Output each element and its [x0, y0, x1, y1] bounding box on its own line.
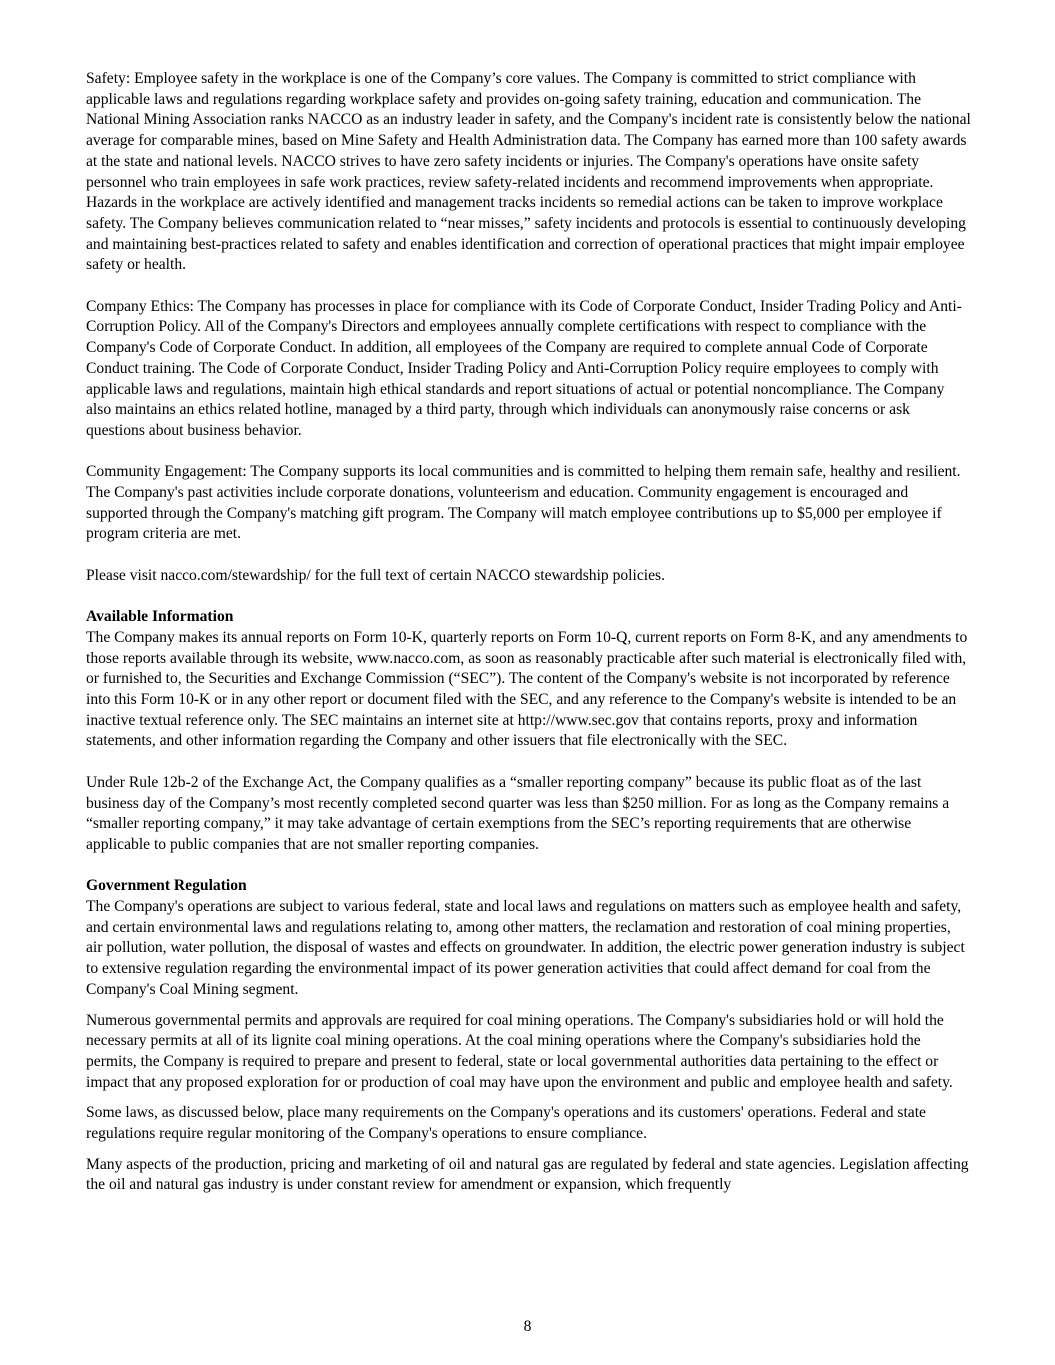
smaller-reporting-company-paragraph: Under Rule 12b-2 of the Exchange Act, the Company qualifies as a “smaller reporting company” because its public float as of the last business day of the Company’s most recently completed second quarter was less than $250 million. For as long as the Company remains a “smaller reporting company,” it may take advantage of certain exemptions from the SEC’s reporting requirements that are otherwise applicable to public companies that are not smaller reporting companies. [86, 773, 950, 853]
government-regulation-paragraph-3: Some laws, as discussed below, place many requirements on the Company's operations and its customers' operations. Federal and state regulations require regular monitoring of the Company's operations to ensure compliance. [86, 1104, 926, 1143]
page-number: 8 [523, 1318, 532, 1335]
stewardship-link-paragraph: Please visit nacco.com/stewardship/ for the full text of certain NACCO stewardship policies. [86, 566, 665, 584]
available-information-heading: Available Information [86, 608, 234, 626]
government-regulation-paragraph-1: The Company's operations are subject to various federal, state and local laws and regulations on matters such as employee health and safety, and certain environmental laws and regulations relating to, among other matters, the reclamation and restoration of coal mining properties, air pollution, water pollution, the disposal of wastes and effects on groundwater. In addition, the electric power generation industry is subject to extensive regulation regarding the environmental impact of its power generation activities that could affect demand for coal from the Company's Coal Mining segment. [86, 898, 965, 998]
government-regulation-paragraph-4: Many aspects of the production, pricing and marketing of oil and natural gas are regulated by federal and state agencies. Legislation affecting the oil and natural gas industry is under constant review for amendment or expansion, which frequently [86, 1155, 969, 1194]
document-page [86, 69, 971, 1196]
community-engagement-paragraph: Community Engagement: The Company supports its local communities and is committed to helping them remain safe, healthy and resilient. The Company's past activities include corporate donations, volunteerism and education. Community engagement is encouraged and supported through the Company's matching gift program. The Company will match employee contributions up to $5,000 per employee if program criteria are met. [86, 463, 961, 543]
safety-paragraph: Safety: Employee safety in the workplace is one of the Company’s core values. The Company is committed to strict compliance with applicable laws and regulations regarding workplace safety and provides on-going safety training, education and communication. The National Mining Association ranks NACCO as an industry leader in safety, and the Company's incident rate is consistently below the national average for comparable mines, based on Mine Safety and Health Administration data. The Company has earned more than 100 safety awards at the state and national levels. NACCO strives to have zero safety incidents or injuries. The Company's operations have onsite safety personnel who train employees in safe work practices, review safety-related incidents and recommend improvements when appropriate. Hazards in the workplace are actively identified and management tracks incidents so remedial actions can be taken to improve workplace safety. The Company believes communication related to “near misses,” safety incidents and protocols is essential to continuously developing and maintaining best-practices related to safety and enables identification and correction of operational practices that might impair employee safety or health. [86, 70, 971, 274]
government-regulation-paragraph-2: Numerous governmental permits and approvals are required for coal mining operations. The Company's subsidiaries hold or will hold the necessary permits at all of its lignite coal mining operations. At the coal mining operations where the Company's subsidiaries hold the permits, the Company is required to prepare and present to federal, state or local governmental authorities data pertaining to the effect or impact that any proposed exploration for or production of coal may have upon the environment and public and employee health and safety. [86, 1011, 953, 1091]
available-information-paragraph: The Company makes its annual reports on Form 10-K, quarterly reports on Form 10-Q, current reports on Form 8-K, and any amendments to those reports available through its website, www.nacco.com, as soon as reasonably practicable after such material is electronically filed with, or furnished to, the Securities and Exchange Commission (“SEC”). The content of the Company's website is not incorporated by reference into this Form 10-K or in any other report or document filed with the SEC, and any reference to the Company's website is intended to be an inactive textual reference only. The SEC maintains an internet site at http://www.sec.gov that contains reports, proxy and information statements, and other information regarding the Company and other issuers that file electronically with the SEC. [86, 628, 968, 750]
government-regulation-heading: Government Regulation [86, 877, 247, 895]
company-ethics-paragraph: Company Ethics: The Company has processes in place for compliance with its Code of Corporate Conduct, Insider Trading Policy and Anti-Corruption Policy. All of the Company's Directors and employees annually complete certifications with respect to compliance with the Company's Code of Corporate Conduct. In addition, all employees of the Company are required to complete annual Code of Corporate Conduct training. The Code of Corporate Conduct, Insider Trading Policy and Anti-Corruption Policy require employees to comply with applicable laws and regulations, maintain high ethical standards and report situations of actual or potential noncompliance. The Company also maintains an ethics related hotline, managed by a third party, through which individuals can anonymously raise concerns or ask questions about business behavior. [86, 297, 962, 439]
